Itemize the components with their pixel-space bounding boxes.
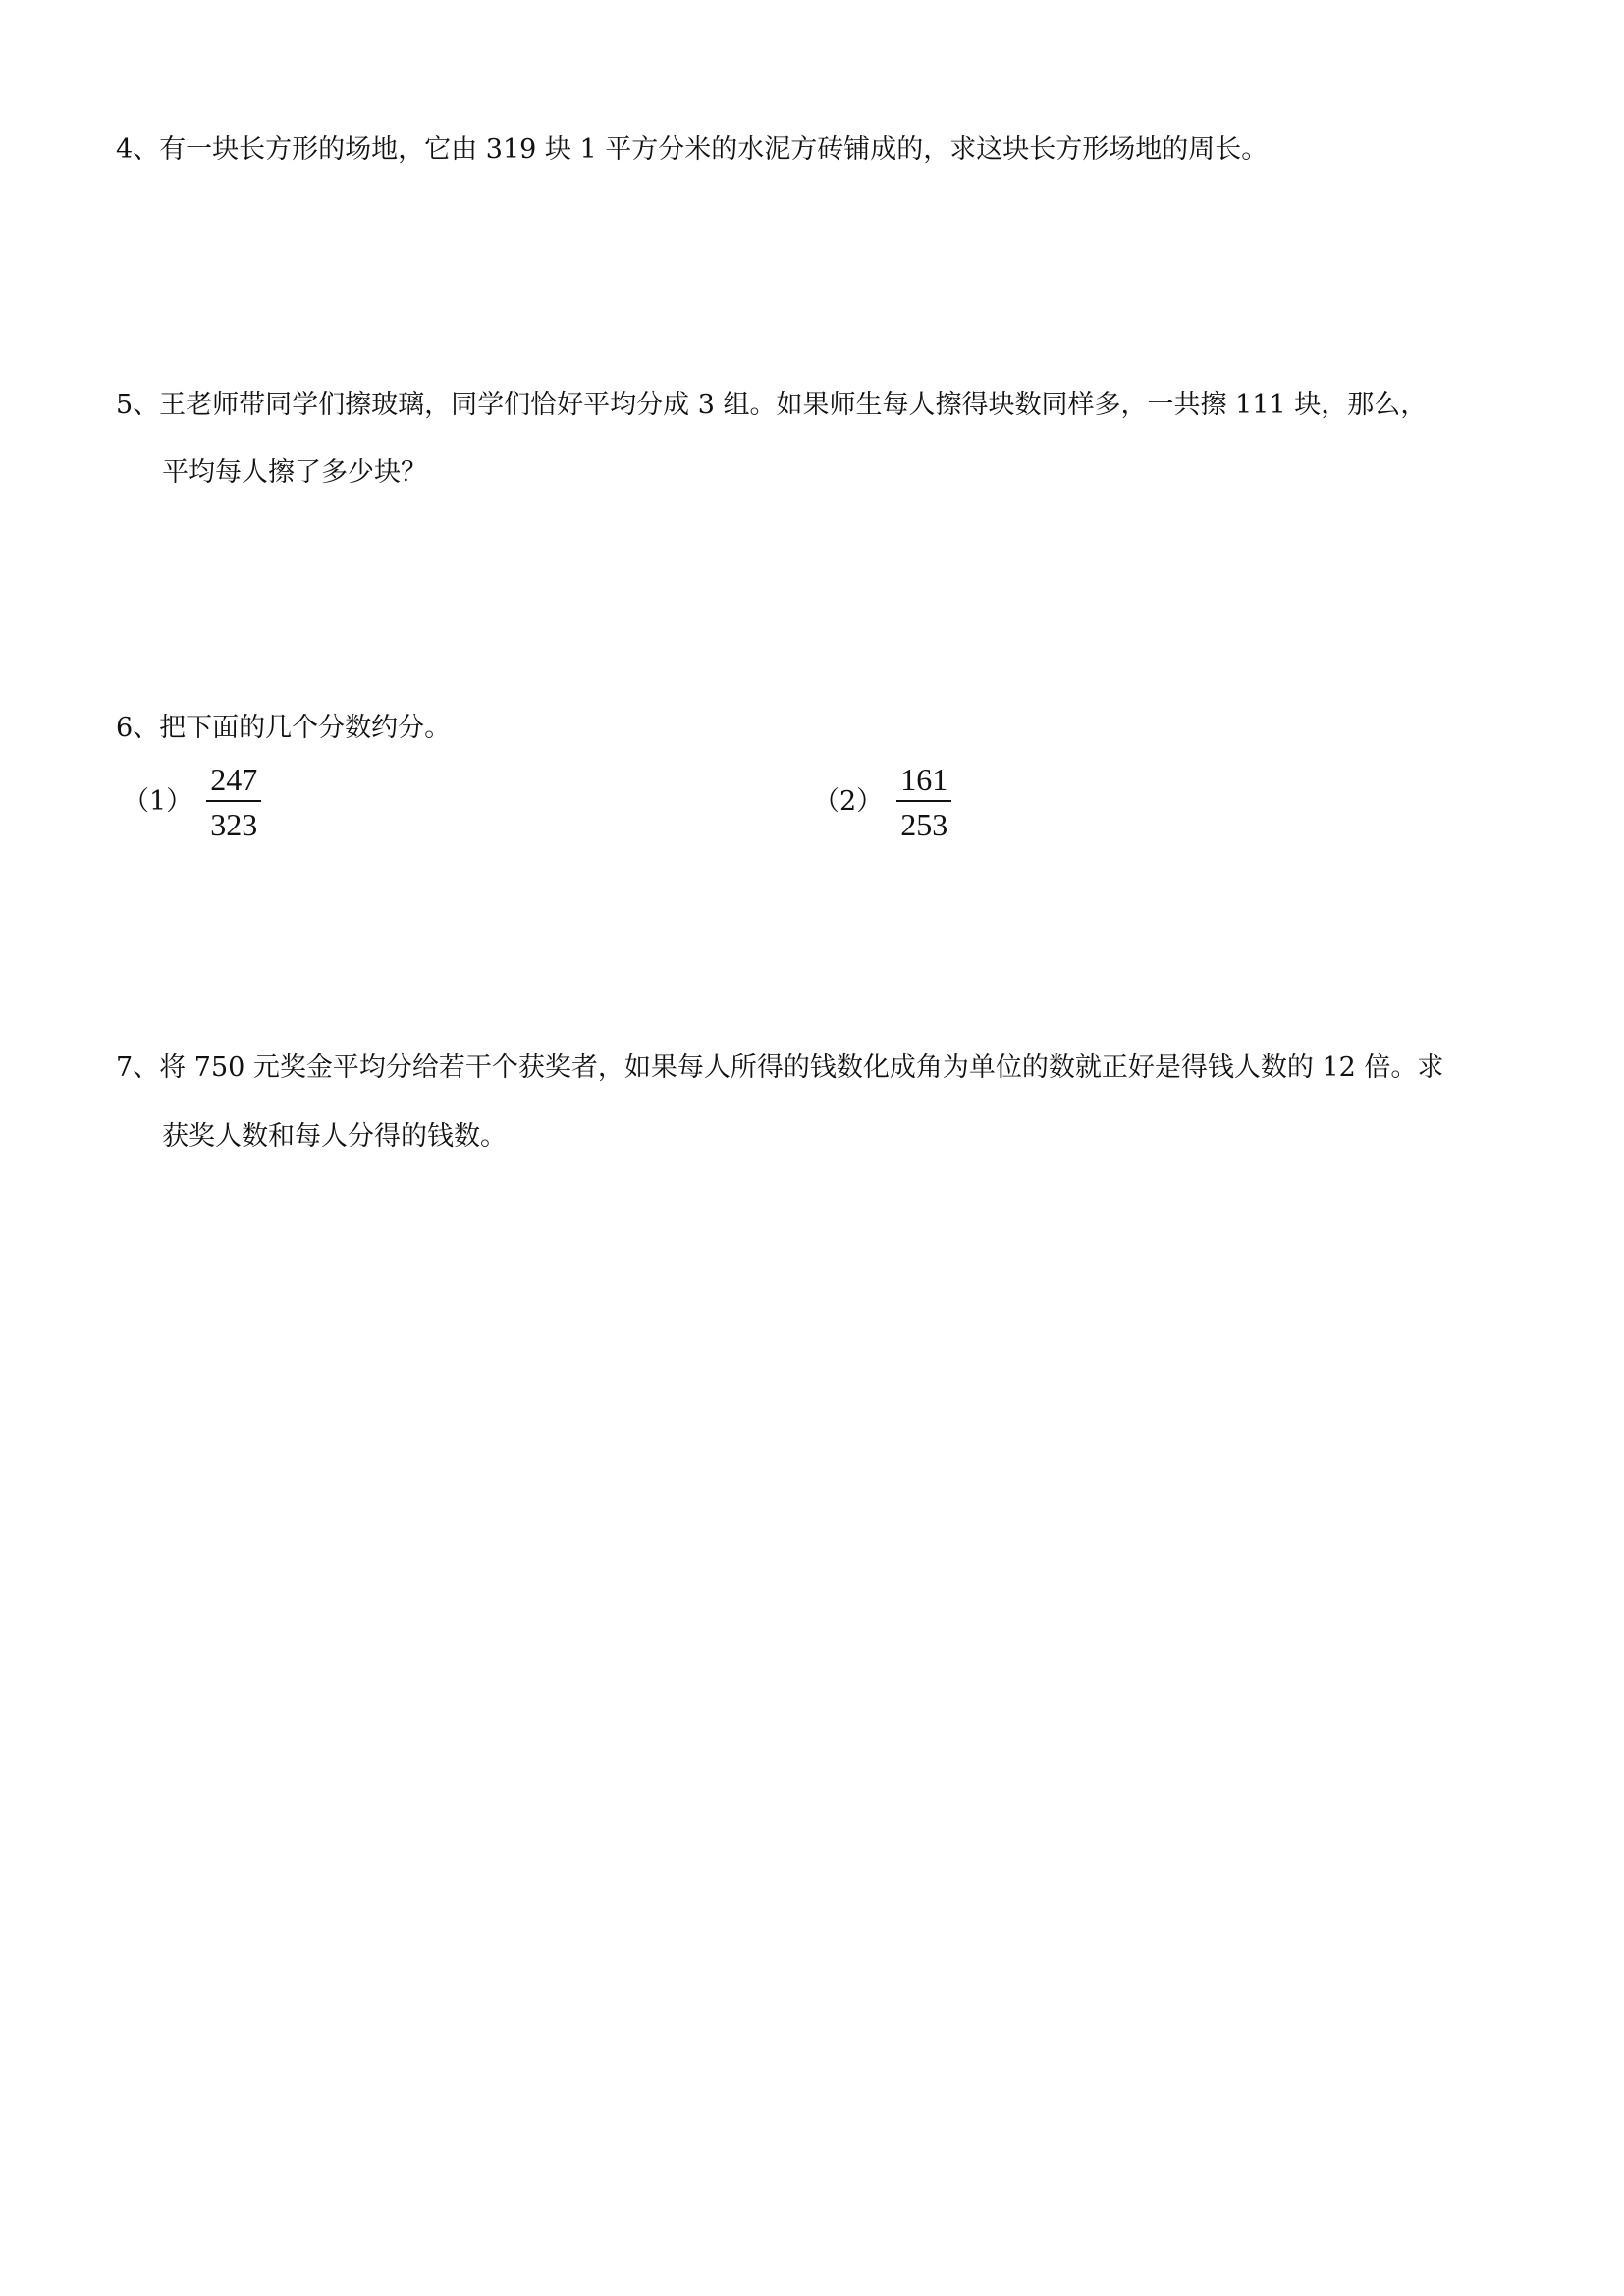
fraction-numerator: 161	[900, 762, 948, 797]
fraction-denominator: 253	[900, 807, 948, 842]
fraction-numerator: 247	[210, 762, 258, 797]
question-7-text-line1: 7、将 750 元奖金平均分给若干个获奖者，如果每人所得的钱数化成角为单位的数就正好是得钱人数的 12 倍。求	[116, 1052, 1444, 1083]
item-label: （1）	[123, 786, 193, 817]
item-label: （2）	[813, 786, 884, 817]
question-6-item-1	[123, 761, 261, 843]
question-5-text-line2: 平均每人擦了多少块？	[162, 457, 427, 488]
question-7-text-line2: 获奖人数和每人分得的钱数。	[162, 1121, 507, 1151]
fraction	[206, 761, 261, 843]
fraction	[896, 761, 951, 843]
question-4-text: 4、有一块长方形的场地，它由 319 块 1 平方分米的水泥方砖铺成的，求这块长方形场地的周长。	[116, 134, 1269, 165]
question-6-item-2	[813, 761, 951, 843]
question-5-text-line1: 5、王老师带同学们擦玻璃，同学们恰好平均分成 3 组。如果师生每人擦得块数同样多，一共擦 111 块，那么，	[116, 390, 1428, 420]
question-6-text: 6、把下面的几个分数约分。	[116, 713, 452, 743]
fraction-denominator: 323	[210, 807, 258, 842]
